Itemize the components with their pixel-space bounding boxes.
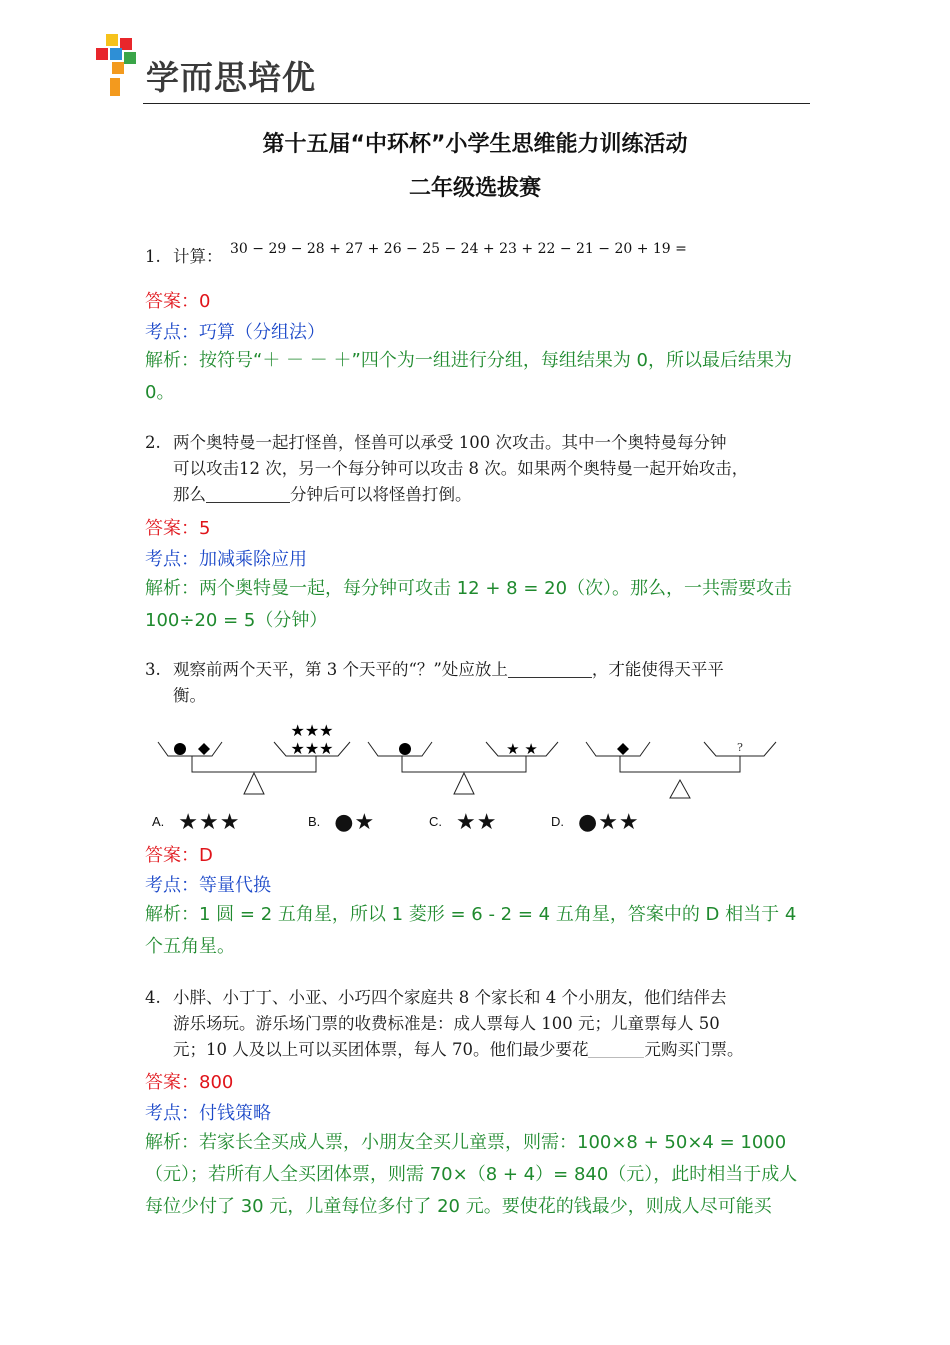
star-icon: ★ ★	[506, 740, 538, 758]
question-text-line: 衡。	[173, 686, 206, 705]
key-point-3: 考点：等量代换	[145, 875, 271, 896]
question-text-line: 元；10 人及以上可以买团体票，每人 70。他们最少要花	[173, 1040, 589, 1059]
page-subtitle: 二年级选拔赛	[408, 176, 541, 201]
question-text-line: 元购买门票。	[644, 1040, 744, 1059]
answer-1: 答案：0	[145, 291, 211, 312]
question-number: 3.	[145, 660, 161, 679]
brand-logo-icon	[96, 34, 138, 98]
question-number: 4.	[145, 988, 161, 1007]
question-2	[145, 430, 810, 508]
diamond-icon	[198, 743, 210, 755]
balance-1	[152, 718, 357, 800]
option-symbols: ●★	[334, 810, 376, 835]
option-a	[152, 810, 240, 835]
question-prompt: 计算：	[173, 247, 223, 266]
fulcrum-icon	[244, 773, 264, 794]
question-text-line: 那么	[173, 485, 206, 504]
option-label: D.	[551, 814, 564, 829]
diamond-icon	[617, 743, 629, 755]
question-text-line: 分钟后可以将怪兽打倒。	[290, 485, 472, 504]
option-label: C.	[429, 814, 442, 829]
question-number: 1.	[145, 247, 161, 266]
circle-icon	[174, 743, 186, 755]
page-title: 第十五届“中环杯”小学生思维能力训练活动	[262, 132, 688, 157]
question-3	[145, 657, 810, 709]
analysis-3: 解析：1 圆 = 2 五角星，所以 1 菱形 = 6 - 2 = 4 五角星，答案中的 D 相当于 4 个五角星。	[145, 904, 797, 957]
answer-3: 答案：D	[145, 845, 213, 866]
answer-4: 答案：800	[145, 1072, 234, 1093]
question-mark: ?	[737, 741, 743, 754]
calc-expression: 30 − 29 − 28 + 27 + 26 − 25 − 24 + 23 + 22 − 21 − 20 + 19 =	[230, 241, 687, 257]
header-divider	[143, 103, 810, 104]
option-symbols: ●★★	[578, 810, 640, 835]
key-point-2: 考点：加减乘除应用	[145, 549, 307, 570]
question-text-line: 游乐场玩。游乐场门票的收费标准是：成人票每人 100 元；儿童票每人 50	[173, 1014, 720, 1033]
question-number: 2.	[145, 433, 161, 452]
question-text-line: 两个奥特曼一起打怪兽，怪兽可以承受 100 次攻击。其中一个奥特曼每分钟	[173, 433, 727, 452]
question-text-line: 可以攻击12 次，另一个每分钟可以攻击 8 次。如果两个奥特曼一起开始攻击，	[173, 459, 749, 478]
option-label: A.	[152, 814, 165, 829]
brand-name: 学而思培优	[146, 58, 316, 97]
balance-3	[580, 718, 785, 800]
key-point-4: 考点：付钱策略	[145, 1103, 271, 1124]
analysis-1: 解析：按符号“＋ － － ＋”四个为一组进行分组，每组结果为 0，所以最后结果为 0。	[145, 350, 792, 403]
option-symbols: ★★	[456, 810, 498, 835]
balance-2	[362, 718, 567, 800]
circle-icon	[399, 743, 411, 755]
option-symbols: ★★★	[178, 810, 241, 835]
analysis-4: 解析：若家长全买成人票，小朋友全买儿童票，则需：100×8 + 50×4 = 1000（元）；若所有人全买团体票，则需 70×（8 + 4）= 840（元），此时相当于成人每位少付了 30 元，儿童每位多付了 20 元。要使花的钱最少，则成人尽可能买	[145, 1132, 798, 1217]
star-icon: ★★★	[290, 739, 334, 758]
option-b	[308, 810, 375, 835]
answer-blank	[508, 659, 592, 678]
answer-2: 答案：5	[145, 518, 211, 539]
question-text-line: 观察前两个天平，第 3 个天平的“？”处应放上	[173, 660, 508, 679]
answer-blank	[206, 484, 290, 503]
fulcrum-icon	[454, 773, 474, 794]
analysis-2: 解析：两个奥特曼一起，每分钟可攻击 12 + 8 = 20（次）。那么，一共需要攻击 100÷20 = 5（分钟）	[145, 578, 793, 631]
option-c	[429, 810, 497, 835]
question-text-line: ，才能使得天平平	[591, 660, 724, 679]
question-4	[145, 985, 810, 1063]
key-point-1: 考点：巧算（分组法）	[145, 322, 325, 343]
fulcrum-icon	[670, 780, 690, 798]
star-icon: ★★★	[290, 721, 334, 740]
answer-blank	[588, 1039, 644, 1058]
option-d	[551, 810, 640, 835]
question-text-line: 小胖、小丁丁、小亚、小巧四个家庭共 8 个家长和 4 个小朋友，他们结伴去	[173, 988, 727, 1007]
option-label: B.	[308, 814, 321, 829]
left-pan	[158, 742, 222, 756]
